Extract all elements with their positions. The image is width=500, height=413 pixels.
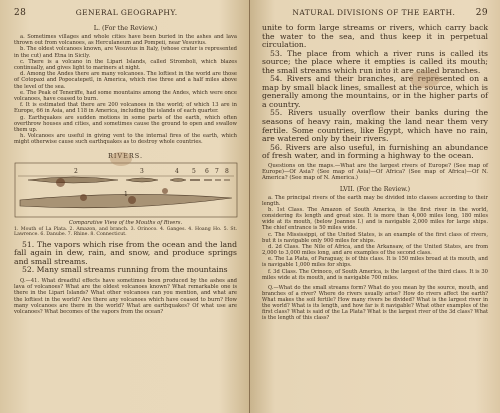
ink-stain [80, 194, 87, 201]
review-paragraph: h. Volcanoes are useful in giving vent to the internal fires of the earth, which might otherwise cause such earthquakes as to destroy whole countries. [14, 133, 237, 146]
left-running-head [14, 8, 237, 18]
review-paragraph: d. Among the Andes there are many volcanoes. The loftiest in the world are those of Cotopaxi and Popocatepetl, in America, which rise three and a half miles above the level of the sea. [14, 71, 237, 90]
review-paragraph: g. Earthquakes are sudden motions in some parts of the earth, which often overthrow houses and cities, and sometimes cause the ground to open and swallow them up. [14, 114, 237, 134]
ink-stain [162, 188, 168, 194]
review-paragraph: e. The Peak of Teneriffe, had some mountains among the Andes, which were once volcanoes, have ceased to burn. [14, 89, 237, 103]
left-running-title: GENERAL GEOGRAPHY. [75, 8, 178, 17]
ink-stain [56, 178, 65, 187]
figure-number: 2 [74, 167, 78, 175]
right-page-number: 29 [475, 8, 488, 18]
lesson-heading: LVII. (For the Review.) [339, 185, 411, 193]
ink-stain [128, 196, 136, 204]
review-paragraph: c. There is a volcano in the Lipari Islands, called Stromboli, which blazes continually, and gives light to mariners at night. [14, 58, 237, 72]
paragraph-52: 52. Many small streams running from the mountains [22, 265, 228, 275]
definition-paragraph: c. The Mississippi, of the United States, is an example of the first class of rivers, but it is navigable only 900 miles for ships. [262, 231, 488, 244]
figure-number: 3 [140, 167, 144, 175]
right-running-head [262, 8, 488, 18]
figure-number: 8 [225, 167, 229, 175]
figure-border [15, 163, 237, 217]
right-questions: Q.—What do the small streams form? What do you mean by the source, mouth, and branches of a river? Where do rivers usually arise? How do rivers affect the earth? What makes the soil fertile? How many rivers be divided? What is the largest river in the world? What is its length, and how far is it navigable? What other examples of the first class? What is said of the La Plata? What is the largest river of the 3d class? What is the length of this class? [262, 284, 488, 322]
paragraph-54: 54. Rivers and their branches, are represented on a map by small black lines, smallest at the source, which is generally among the mountains, or in the higher parts of a country. [262, 74, 488, 109]
left-page-number: 28 [14, 8, 27, 18]
figure-number: 1 [124, 190, 128, 198]
rivers-title: RIVERS. [107, 151, 144, 160]
figure-caption: Comparative View of the Mouths of Rivers. [68, 219, 183, 226]
figure-number: 4 [175, 167, 179, 175]
river-mouth-ganges [170, 178, 186, 181]
definition-paragraph: a. The principal rivers of the earth may be divided into classes according to their length. [262, 194, 488, 207]
paragraph-55: 55. Rivers usually overflow their banks during the seasons of heavy rain, making the land near them very fertile. Some countries, like Egypt, which have no rain, are watered only by their rivers. [262, 108, 488, 144]
river-mouths-figure [14, 162, 238, 218]
left-questions: Q.—41. What dreadful effects have sometimes been produced by the ashes and lava of volcanoes? What are the oldest volcanoes known? What remarkable one is there in the Lipari Islands? What other volcanoes can you mention, and what are the loftiest in the world? Are there any volcanoes which have ceased to burn? How many volcanoes are there in the world? What are earthquakes? Of what use are volcanoes? What becomes of the vapors from the ocean? [14, 278, 237, 316]
review-paragraph: f. It is estimated that there are 200 volcanoes in the world; of which 13 are in Europe, 66 in Asia, and 118 in America, including the islands of each quarter. [14, 102, 237, 115]
water-stain [410, 70, 440, 88]
paragraph-53: 53. The place from which a river runs is called its source; the place where it empties is called its mouth; the small streams which run into it are called branches. [262, 48, 488, 75]
river-mouth-amazon [28, 177, 118, 183]
paragraph-51: 51. The vapors which rise from the ocean and the land fall again in dew, rain, and snow, and produce springs and small streams. [14, 239, 237, 266]
figure-number: 6 [205, 167, 209, 175]
review-heading: L. (For the Review.) [93, 24, 158, 32]
definition-paragraph: b. 1st Class. The Amazon of South America, is the first river in the world, considering its length and great size. It is more than 4,000 miles long, 180 miles wide at its mouth, (below Joannes I.) and is navigable 2,000 miles for large ships. The chief entrance is 50 miles wide. [262, 206, 488, 232]
right-running-title: NATURAL DIVISIONS OF THE EARTH. [292, 8, 456, 17]
river-mouth-orinoco [126, 178, 158, 182]
definition-paragraph: e. The La Plata, of Paraguay, is of this class. It is 150 miles broad at its mouth, and is navigable 1,000 miles for ships. [262, 256, 488, 269]
figure-legend: 1. Mouth of La Plata. 2. Amazon, and branch. 3. Orinoco. 4. Ganges. 4. Hoang Ho. 5. St. Lawrence. 6. Danube. 7. Rhine. 8. Connecticut. [14, 226, 237, 238]
figure-number: 7 [215, 167, 219, 175]
paragraph-52-continued: unite to form large streams or rivers, which carry back the water to the sea, and thus keep it in perpetual circulation. [262, 23, 488, 50]
paragraph-56: 56. Rivers are also useful, in furnishing an abundance of fresh water, and in forming a highway to the ocean. [262, 142, 488, 161]
map-questions: Questions on the maps.—What are the largest rivers of Europe? (See map of Europe)—Of Asia? (See map of Asia)—Of Africa? (See map of Africa)—Of N. America? (See map of N. America.) [262, 162, 488, 182]
water-stain [110, 152, 132, 166]
figure-number: 5 [192, 167, 196, 175]
review-paragraph: a. Sometimes villages and whole cities have been buried in the ashes and lava thrown out from volcanoes, as Herculaneum and Pompeii, near Vesuvius. [14, 34, 237, 47]
review-paragraph: b. The oldest volcanoes known, are Vesuvius in Italy, (whose crater is represented in the cut) and Etna in Sicily. [14, 46, 237, 59]
definition-paragraph: d. 2d Class. The Nile of Africa, and the Arkansaw, of the United States, are from 2,000 to 3,000 miles long, and are examples of the second class. [262, 243, 488, 257]
right-page [250, 0, 500, 413]
definition-paragraph: f. 3d Class. The Orinoco, of South America, is the largest of the third class. It is 30 miles wide at its mouth, and is navigable 700 miles. [262, 268, 488, 281]
